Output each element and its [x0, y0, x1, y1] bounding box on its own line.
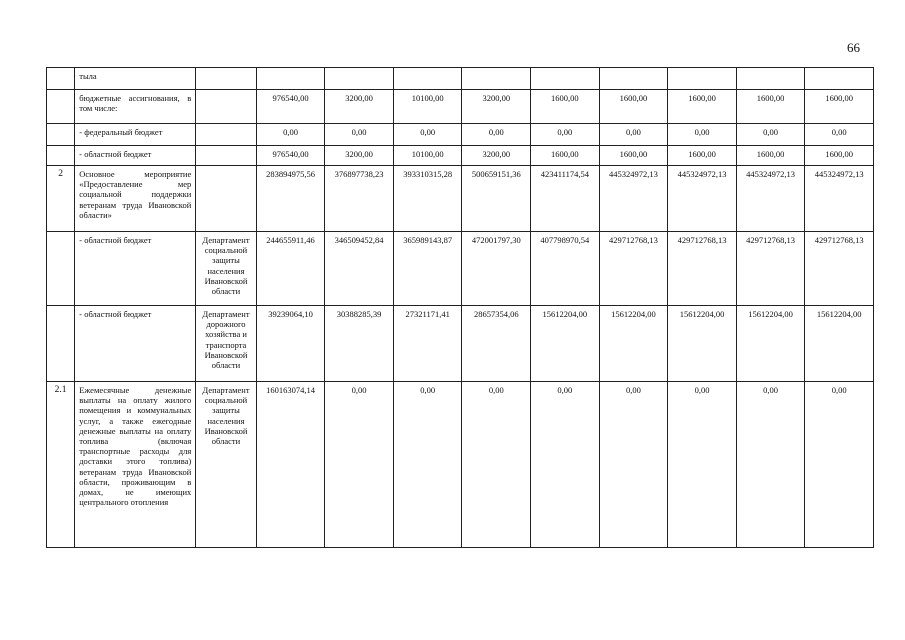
value-cell: [256, 68, 325, 90]
value-cell: 445324972,13: [805, 166, 874, 232]
value-cell: 1600,00: [668, 146, 737, 166]
row-description: - областной бюджет: [75, 146, 196, 166]
value-cell: [462, 68, 531, 90]
value-cell: 3200,00: [325, 146, 394, 166]
value-cell: [668, 68, 737, 90]
value-cell: 10100,00: [393, 90, 462, 124]
value-cell: 500659151,36: [462, 166, 531, 232]
value-cell: 1600,00: [668, 90, 737, 124]
row-executor: [196, 90, 257, 124]
table-row: [47, 68, 874, 90]
row-executor: Департамент дорожного хозяйства и транспорта Ивановской области: [196, 306, 257, 382]
value-cell: 283894975,56: [256, 166, 325, 232]
value-cell: 393310315,28: [393, 166, 462, 232]
value-cell: 472001797,30: [462, 232, 531, 306]
value-cell: [599, 68, 668, 90]
table-row: [47, 306, 874, 382]
row-index: [47, 124, 75, 146]
value-cell: [393, 68, 462, 90]
value-cell: 0,00: [325, 124, 394, 146]
value-cell: 0,00: [668, 124, 737, 146]
value-cell: 976540,00: [256, 90, 325, 124]
row-executor: [196, 68, 257, 90]
value-cell: 0,00: [393, 124, 462, 146]
row-executor: [196, 146, 257, 166]
value-cell: 0,00: [531, 382, 600, 548]
value-cell: 3200,00: [462, 146, 531, 166]
row-description: - федеральный бюджет: [75, 124, 196, 146]
row-executor: Департамент социальной защиты населения Ивановской области: [196, 232, 257, 306]
value-cell: 3200,00: [325, 90, 394, 124]
value-cell: 0,00: [256, 124, 325, 146]
table-row: [47, 166, 874, 232]
value-cell: 244655911,46: [256, 232, 325, 306]
value-cell: 1600,00: [736, 146, 805, 166]
value-cell: 28657354,06: [462, 306, 531, 382]
value-cell: 0,00: [462, 382, 531, 548]
row-index: [47, 232, 75, 306]
budget-table: [46, 67, 874, 548]
value-cell: [325, 68, 394, 90]
table-row: [47, 124, 874, 146]
value-cell: 429712768,13: [736, 232, 805, 306]
value-cell: 15612204,00: [805, 306, 874, 382]
table-row: [47, 146, 874, 166]
value-cell: 445324972,13: [736, 166, 805, 232]
value-cell: 1600,00: [599, 146, 668, 166]
value-cell: 27321171,41: [393, 306, 462, 382]
row-description: - областной бюджет: [75, 232, 196, 306]
row-executor: Департамент социальной защиты населения Ивановской области: [196, 382, 257, 548]
row-description: Основное мероприятие «Предоставление мер социальной поддержки ветеранам труда Ивановской области»: [75, 166, 196, 232]
value-cell: 15612204,00: [599, 306, 668, 382]
row-executor: [196, 166, 257, 232]
value-cell: 376897738,23: [325, 166, 394, 232]
value-cell: 1600,00: [599, 90, 668, 124]
row-index: 2.1: [47, 382, 75, 548]
value-cell: 346509452,84: [325, 232, 394, 306]
row-index: [47, 90, 75, 124]
value-cell: 0,00: [668, 382, 737, 548]
value-cell: 0,00: [325, 382, 394, 548]
value-cell: 15612204,00: [736, 306, 805, 382]
value-cell: 15612204,00: [668, 306, 737, 382]
value-cell: 429712768,13: [599, 232, 668, 306]
value-cell: 1600,00: [531, 90, 600, 124]
row-executor: [196, 124, 257, 146]
value-cell: 1600,00: [805, 90, 874, 124]
value-cell: 365989143,87: [393, 232, 462, 306]
value-cell: [531, 68, 600, 90]
value-cell: 0,00: [805, 382, 874, 548]
value-cell: 0,00: [736, 124, 805, 146]
row-description: тыла: [75, 68, 196, 90]
value-cell: 0,00: [736, 382, 805, 548]
value-cell: 407798970,54: [531, 232, 600, 306]
value-cell: 160163074,14: [256, 382, 325, 548]
table-row: [47, 90, 874, 124]
row-description: - областной бюджет: [75, 306, 196, 382]
row-index: 2: [47, 166, 75, 232]
value-cell: 1600,00: [531, 146, 600, 166]
table-row: [47, 232, 874, 306]
value-cell: 0,00: [805, 124, 874, 146]
page-number: 66: [847, 40, 860, 55]
value-cell: [736, 68, 805, 90]
value-cell: 445324972,13: [668, 166, 737, 232]
value-cell: 0,00: [462, 124, 531, 146]
row-index: [47, 306, 75, 382]
row-description: Ежемесячные денежные выплаты на оплату жилого помещения и коммунальных услуг, а также ежегодные денежные выплаты на оплату топлива (включая транспортные расходы для доставки этого топлива) ветеранам труда Ивановской области, проживающим в домах, не имеющих центрального отопления: [75, 382, 196, 548]
table-row: [47, 382, 874, 548]
row-description: бюджетные ассигнования, в том числе:: [75, 90, 196, 124]
value-cell: 423411174,54: [531, 166, 600, 232]
value-cell: 1600,00: [736, 90, 805, 124]
value-cell: 39239064,10: [256, 306, 325, 382]
row-index: [47, 146, 75, 166]
row-index: [47, 68, 75, 90]
value-cell: 429712768,13: [668, 232, 737, 306]
value-cell: 30388285,39: [325, 306, 394, 382]
value-cell: 10100,00: [393, 146, 462, 166]
value-cell: 3200,00: [462, 90, 531, 124]
value-cell: 0,00: [599, 124, 668, 146]
value-cell: 976540,00: [256, 146, 325, 166]
value-cell: 0,00: [531, 124, 600, 146]
value-cell: [805, 68, 874, 90]
value-cell: 429712768,13: [805, 232, 874, 306]
value-cell: 1600,00: [805, 146, 874, 166]
value-cell: 445324972,13: [599, 166, 668, 232]
value-cell: 15612204,00: [531, 306, 600, 382]
value-cell: 0,00: [599, 382, 668, 548]
value-cell: 0,00: [393, 382, 462, 548]
